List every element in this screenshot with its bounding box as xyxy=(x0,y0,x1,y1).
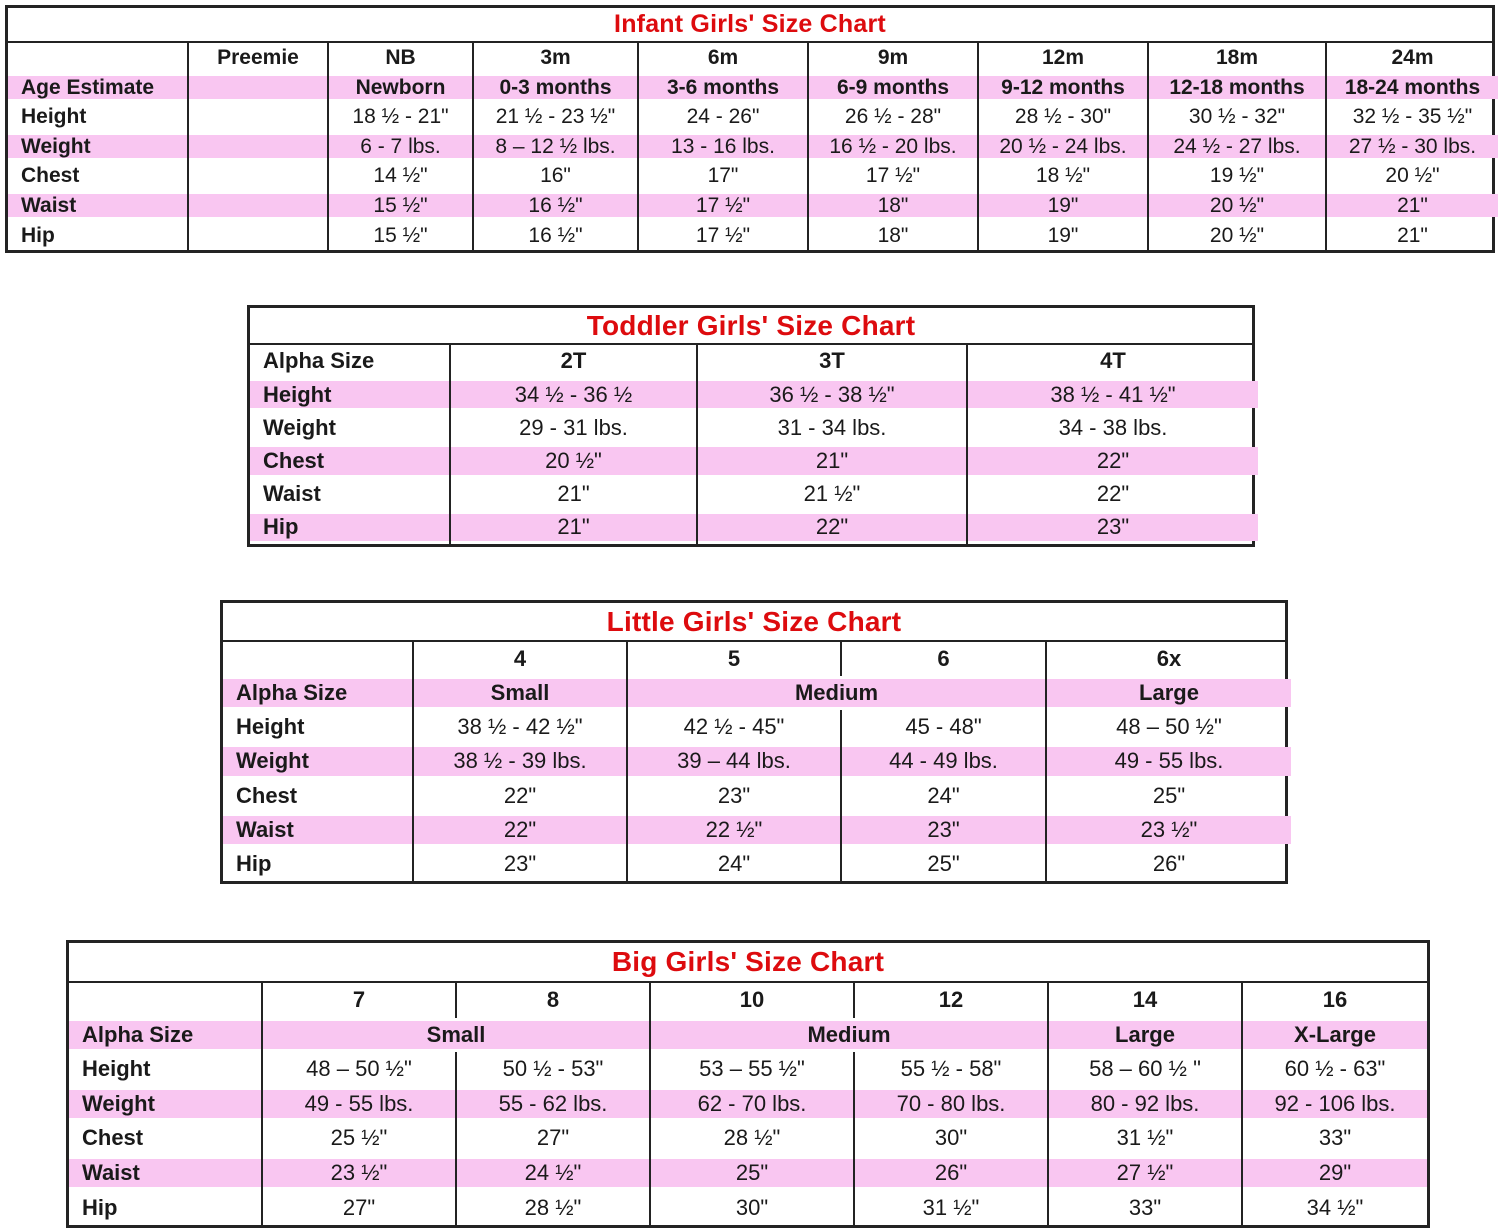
size-value-cell: 19" xyxy=(978,220,1148,250)
size-value-cell: Newborn xyxy=(328,73,473,103)
size-value-cell: 27 ½" xyxy=(1048,1156,1242,1191)
table-row xyxy=(8,132,1498,162)
table-row xyxy=(8,191,1498,221)
table-row xyxy=(69,983,1427,1018)
row-label-cell: Weight xyxy=(263,414,336,440)
row-label-cell: Alpha Size xyxy=(263,348,375,374)
size-value-cell: 25 ½" xyxy=(262,1121,456,1156)
size-value-cell: 22" xyxy=(967,444,1258,477)
column-header-cell: Preemie xyxy=(188,43,328,73)
size-value-cell: 6 - 7 lbs. xyxy=(328,132,473,162)
table-row xyxy=(69,1156,1427,1191)
big-girls-size-chart xyxy=(66,940,1430,1228)
size-value-cell: 28 ½" xyxy=(456,1190,650,1225)
size-value-cell: 53 – 55 ½" xyxy=(650,1052,854,1087)
size-value-cell: 34 - 38 lbs. xyxy=(967,411,1258,444)
size-value-cell: 21 ½" xyxy=(697,478,967,511)
row-label-cell: Chest xyxy=(250,444,450,477)
column-header-cell: 4T xyxy=(967,345,1258,378)
size-value-cell: 16 ½" xyxy=(473,220,638,250)
size-value-cell: 20 ½ - 24 lbs. xyxy=(978,132,1148,162)
size-value-cell: 23 ½" xyxy=(262,1156,456,1191)
size-value-cell: 20 ½" xyxy=(1326,161,1498,191)
size-value-cell: 29" xyxy=(1242,1156,1427,1191)
size-value-cell: 24 ½" xyxy=(456,1156,650,1191)
size-value-cell: 92 - 106 lbs. xyxy=(1242,1087,1427,1122)
infant-girls-size-chart xyxy=(5,5,1495,253)
size-value-cell: 17 ½" xyxy=(638,191,808,221)
table-row xyxy=(69,1087,1427,1122)
size-value-cell: 8 – 12 ½ lbs. xyxy=(473,132,638,162)
size-value-cell: 16 ½" xyxy=(473,191,638,221)
size-value-cell: 23" xyxy=(627,779,841,813)
size-value-cell: 49 - 55 lbs. xyxy=(1046,744,1291,778)
corner-cell xyxy=(8,43,188,73)
size-value-cell: 12-18 months xyxy=(1148,73,1326,103)
size-value-cell: 60 ½ - 63" xyxy=(1242,1052,1427,1087)
size-value-cell: 15 ½" xyxy=(328,191,473,221)
size-value-cell: 36 ½ - 38 ½" xyxy=(697,378,967,411)
size-value-cell: 21" xyxy=(1326,191,1498,221)
size-value-cell: 14 ½" xyxy=(328,161,473,191)
row-label-cell: Alpha Size xyxy=(69,1018,262,1053)
chart-title: Big Girls' Size Chart xyxy=(69,943,1427,983)
table-row xyxy=(250,378,1258,411)
size-value-cell xyxy=(188,220,328,250)
size-value-cell xyxy=(188,191,328,221)
size-value-cell: 27" xyxy=(456,1121,650,1156)
table-row xyxy=(223,847,1291,881)
table-row xyxy=(250,478,1258,511)
size-value-cell: 26" xyxy=(854,1156,1048,1191)
size-value-cell: 23" xyxy=(413,847,627,881)
size-value-cell: 17" xyxy=(638,161,808,191)
little-girls-size-chart xyxy=(220,600,1288,884)
size-value-cell: 26 ½ - 28" xyxy=(808,102,978,132)
row-label-cell: Waist xyxy=(8,191,188,221)
column-header-cell: 24m xyxy=(1326,43,1498,73)
column-header-cell: 14 xyxy=(1048,983,1242,1018)
size-value-cell: 21 ½ - 23 ½" xyxy=(473,102,638,132)
size-value-cell xyxy=(188,102,328,132)
size-value-cell: 28 ½" xyxy=(650,1121,854,1156)
table-row xyxy=(8,73,1498,103)
size-value-cell: 34 ½ - 36 ½ xyxy=(450,378,697,411)
size-value-cell: Large xyxy=(1046,676,1291,710)
row-label-cell: Hip xyxy=(82,1194,118,1220)
table-row xyxy=(8,43,1498,73)
size-table xyxy=(250,345,1258,544)
size-value-cell: 55 - 62 lbs. xyxy=(456,1087,650,1122)
size-value-cell: 0-3 months xyxy=(473,73,638,103)
row-label-cell: Hip xyxy=(250,511,450,544)
size-value-cell: 31 ½" xyxy=(854,1190,1048,1225)
column-header-cell: 16 xyxy=(1242,983,1427,1018)
table-row xyxy=(8,220,1498,250)
size-value-cell: 24 - 26" xyxy=(638,102,808,132)
column-header-cell: 9m xyxy=(808,43,978,73)
row-label-cell: Height xyxy=(250,378,450,411)
size-value-cell: 42 ½ - 45" xyxy=(627,710,841,744)
toddler-girls-size-chart xyxy=(247,305,1255,547)
column-header-cell: 10 xyxy=(650,983,854,1018)
column-header-cell: 7 xyxy=(262,983,456,1018)
row-label-cell: Age Estimate xyxy=(8,73,188,103)
size-value-cell: 29 - 31 lbs. xyxy=(450,411,697,444)
size-value-cell: 33" xyxy=(1242,1121,1427,1156)
row-label-cell: Height xyxy=(21,105,87,129)
table-row xyxy=(223,676,1291,710)
row-label-cell: Chest xyxy=(21,164,80,188)
size-value-cell: 44 - 49 lbs. xyxy=(841,744,1046,778)
column-header-cell: NB xyxy=(328,43,473,73)
size-value-cell: 25" xyxy=(841,847,1046,881)
size-value-cell: Small xyxy=(413,676,627,710)
table-row xyxy=(223,779,1291,813)
size-value-cell: 25" xyxy=(1046,779,1291,813)
table-row xyxy=(223,744,1291,778)
column-header-cell: 5 xyxy=(627,642,841,676)
row-label-cell: Weight xyxy=(8,132,188,162)
column-header-cell: 6x xyxy=(1046,642,1291,676)
size-value-cell: 21" xyxy=(450,478,697,511)
size-value-cell: 26" xyxy=(1046,847,1291,881)
column-header-cell: 18m xyxy=(1148,43,1326,73)
size-value-cell: 20 ½" xyxy=(450,444,697,477)
size-value-cell: 39 – 44 lbs. xyxy=(627,744,841,778)
row-label-cell: Waist xyxy=(263,481,321,507)
size-value-cell: 45 - 48" xyxy=(841,710,1046,744)
size-value-cell: 58 – 60 ½ " xyxy=(1048,1052,1242,1087)
size-value-cell: 19" xyxy=(978,191,1148,221)
column-header-cell: 6m xyxy=(638,43,808,73)
table-row xyxy=(8,102,1498,132)
table-row xyxy=(250,444,1258,477)
size-table xyxy=(8,43,1498,250)
size-value-cell: 28 ½ - 30" xyxy=(978,102,1148,132)
size-value-cell: 16" xyxy=(473,161,638,191)
size-value-cell: 50 ½ - 53" xyxy=(456,1052,650,1087)
table-row xyxy=(223,813,1291,847)
size-value-cell: 18" xyxy=(808,191,978,221)
size-table xyxy=(69,983,1427,1225)
size-value-cell: 23" xyxy=(841,813,1046,847)
chart-title: Little Girls' Size Chart xyxy=(223,603,1285,642)
size-value-cell: Medium xyxy=(627,676,1046,710)
size-value-cell: 25" xyxy=(650,1156,854,1191)
row-label-cell: Height xyxy=(236,714,305,740)
row-label-cell: Chest xyxy=(82,1125,144,1151)
size-value-cell: 3-6 months xyxy=(638,73,808,103)
table-row xyxy=(69,1190,1427,1225)
size-value-cell: 21" xyxy=(697,444,967,477)
size-value-cell: 20 ½" xyxy=(1148,191,1326,221)
size-value-cell: 21" xyxy=(450,511,697,544)
size-value-cell: 38 ½ - 42 ½" xyxy=(413,710,627,744)
table-row xyxy=(69,1121,1427,1156)
size-value-cell: 22" xyxy=(413,813,627,847)
size-value-cell: 23" xyxy=(967,511,1258,544)
size-value-cell: 27" xyxy=(262,1190,456,1225)
column-header-cell: 2T xyxy=(450,345,697,378)
row-label-cell: Waist xyxy=(223,813,413,847)
row-label-cell: Hip xyxy=(236,850,272,876)
table-row xyxy=(250,511,1258,544)
size-value-cell: 48 – 50 ½" xyxy=(262,1052,456,1087)
size-value-cell: 31 - 34 lbs. xyxy=(697,411,967,444)
size-value-cell: 24 ½ - 27 lbs. xyxy=(1148,132,1326,162)
size-value-cell: 22 ½" xyxy=(627,813,841,847)
size-value-cell: 48 – 50 ½" xyxy=(1046,710,1291,744)
size-value-cell: 16 ½ - 20 lbs. xyxy=(808,132,978,162)
size-value-cell: 70 - 80 lbs. xyxy=(854,1087,1048,1122)
size-value-cell: 80 - 92 lbs. xyxy=(1048,1087,1242,1122)
size-value-cell: 30 ½ - 32" xyxy=(1148,102,1326,132)
size-value-cell: 6-9 months xyxy=(808,73,978,103)
table-row xyxy=(8,161,1498,191)
size-value-cell xyxy=(188,161,328,191)
row-label-cell: Weight xyxy=(69,1087,262,1122)
column-header-cell: 3T xyxy=(697,345,967,378)
size-value-cell: 23 ½" xyxy=(1046,813,1291,847)
table-row xyxy=(250,411,1258,444)
size-value-cell: 55 ½ - 58" xyxy=(854,1052,1048,1087)
size-value-cell: 20 ½" xyxy=(1148,220,1326,250)
table-row xyxy=(250,345,1258,378)
size-value-cell: Medium xyxy=(650,1018,1048,1053)
size-value-cell: 24" xyxy=(841,779,1046,813)
column-header-cell: 4 xyxy=(413,642,627,676)
size-value-cell: 27 ½ - 30 lbs. xyxy=(1326,132,1498,162)
size-value-cell: 17 ½" xyxy=(638,220,808,250)
row-label-cell: Alpha Size xyxy=(223,676,413,710)
corner-cell xyxy=(69,983,262,1018)
size-value-cell: 9-12 months xyxy=(978,73,1148,103)
size-value-cell: 18-24 months xyxy=(1326,73,1498,103)
size-value-cell: 22" xyxy=(967,478,1258,511)
size-value-cell: 24" xyxy=(627,847,841,881)
row-label-cell: Waist xyxy=(69,1156,262,1191)
table-row xyxy=(69,1018,1427,1053)
size-value-cell: Small xyxy=(262,1018,650,1053)
row-label-cell: Chest xyxy=(236,782,298,808)
size-value-cell: 30" xyxy=(854,1121,1048,1156)
chart-title: Infant Girls' Size Chart xyxy=(8,8,1492,43)
size-value-cell: 32 ½ - 35 ½" xyxy=(1326,102,1498,132)
column-header-cell: 8 xyxy=(456,983,650,1018)
column-header-cell: 3m xyxy=(473,43,638,73)
table-row xyxy=(223,642,1291,676)
table-row xyxy=(69,1052,1427,1087)
column-header-cell: 6 xyxy=(841,642,1046,676)
size-value-cell: 21" xyxy=(1326,220,1498,250)
size-value-cell: 19 ½" xyxy=(1148,161,1326,191)
corner-cell xyxy=(223,642,413,676)
size-value-cell: 30" xyxy=(650,1190,854,1225)
size-value-cell: Large xyxy=(1048,1018,1242,1053)
size-value-cell: 13 - 16 lbs. xyxy=(638,132,808,162)
size-value-cell: 62 - 70 lbs. xyxy=(650,1087,854,1122)
size-value-cell: 18 ½ - 21" xyxy=(328,102,473,132)
chart-title: Toddler Girls' Size Chart xyxy=(250,308,1252,345)
size-value-cell: 33" xyxy=(1048,1190,1242,1225)
size-value-cell: 38 ½ - 41 ½" xyxy=(967,378,1258,411)
size-value-cell xyxy=(188,73,328,103)
size-value-cell: 38 ½ - 39 lbs. xyxy=(413,744,627,778)
size-value-cell: 22" xyxy=(413,779,627,813)
size-table xyxy=(223,642,1291,881)
size-value-cell xyxy=(188,132,328,162)
column-header-cell: 12 xyxy=(854,983,1048,1018)
size-value-cell: 49 - 55 lbs. xyxy=(262,1087,456,1122)
row-label-cell: Height xyxy=(82,1056,151,1082)
size-value-cell: 22" xyxy=(697,511,967,544)
size-value-cell: 18 ½" xyxy=(978,161,1148,191)
size-value-cell: 34 ½" xyxy=(1242,1190,1427,1225)
table-row xyxy=(223,710,1291,744)
size-value-cell: 18" xyxy=(808,220,978,250)
size-value-cell: 15 ½" xyxy=(328,220,473,250)
size-value-cell: 17 ½" xyxy=(808,161,978,191)
size-value-cell: X-Large xyxy=(1242,1018,1427,1053)
row-label-cell: Weight xyxy=(223,744,413,778)
column-header-cell: 12m xyxy=(978,43,1148,73)
size-value-cell: 31 ½" xyxy=(1048,1121,1242,1156)
row-label-cell: Hip xyxy=(21,223,55,247)
